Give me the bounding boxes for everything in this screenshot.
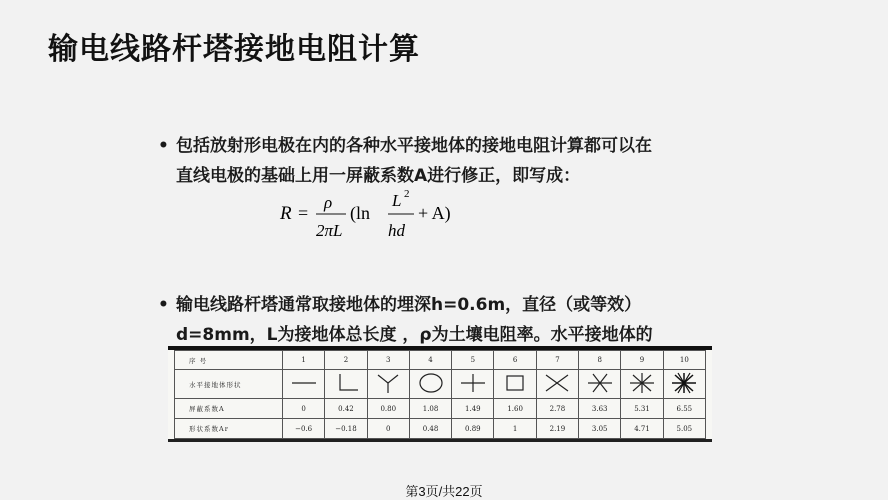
bullet-line: 直线电极的基础上用一屏蔽系数A进行修正，即写成： (176, 166, 581, 186)
bullet-shielding-intro (158, 131, 652, 191)
table-cell: 3.05 (579, 419, 621, 439)
table-cell: 2.78 (536, 399, 578, 419)
inner-exponent: 2 (404, 188, 410, 200)
table-cell: 0.48 (409, 419, 451, 439)
shape-label: 水平接地体形状 (175, 370, 283, 399)
table-cell: 4.71 (621, 419, 663, 439)
col-number: 5 (452, 351, 494, 370)
formula-lhs: R (280, 203, 292, 224)
formula-tail: + A) (418, 203, 451, 223)
bullet-line: 输电线路杆塔通常取接地体的埋深h=0.6m，直径（或等效） (176, 295, 642, 315)
table-cell: 0.89 (452, 419, 494, 439)
table-row-shape-coefficient (175, 419, 706, 439)
slide-title: 输电线路杆塔接地电阻计算 (48, 32, 420, 67)
six-ray-icon (579, 370, 621, 399)
formula-ln-open: (ln (350, 203, 370, 223)
table-cell: 0 (367, 419, 409, 439)
table-row-shielding (175, 399, 706, 419)
row-label: 屏蔽系数A (175, 399, 283, 419)
bullet-line: d=8mm，L为接地体总长度 ，ρ为土壤电阻率。水平接地体的 (176, 325, 653, 345)
table-header-row (175, 351, 706, 370)
table-cell: 0.80 (367, 399, 409, 419)
table-cell: 5.31 (621, 399, 663, 419)
table-cell: 2.19 (536, 419, 578, 439)
col-number: 4 (409, 351, 451, 370)
three-ray-icon (367, 370, 409, 399)
table-cell: 0 (283, 399, 325, 419)
col-number: 8 (579, 351, 621, 370)
formula-equals: = (298, 203, 309, 223)
bullet-dot: • (158, 136, 169, 156)
bullet-line: 包括放射形电极在内的各种水平接地体的接地电阻计算都可以在 (176, 136, 652, 156)
row-label: 形状系数Ar (175, 419, 283, 439)
table-cell: −0.18 (325, 419, 367, 439)
table-cell: 1.49 (452, 399, 494, 419)
bullet-tower-params (158, 290, 653, 350)
table-shape-row (175, 370, 706, 399)
table-cell: 1.08 (409, 399, 451, 419)
col-number: 2 (325, 351, 367, 370)
col-number: 9 (621, 351, 663, 370)
col-number: 10 (663, 351, 705, 370)
table-cell: 5.05 (663, 419, 705, 439)
table-cell: 1 (494, 419, 536, 439)
four-ray-icon (536, 370, 578, 399)
col-number: 1 (283, 351, 325, 370)
bullet-dot: • (158, 295, 169, 315)
resistance-formula (276, 186, 476, 242)
twelve-ray-icon (663, 370, 705, 399)
inner-numerator: L (392, 191, 402, 210)
l-shape-icon (325, 370, 367, 399)
col-number: 7 (536, 351, 578, 370)
shielding-coefficient-table (168, 346, 712, 442)
table-bottom-border (168, 439, 712, 442)
eight-ray-icon (621, 370, 663, 399)
circle-shape-icon (409, 370, 451, 399)
line-shape-icon (283, 370, 325, 399)
col-number: 6 (494, 351, 536, 370)
col-number: 3 (367, 351, 409, 370)
page-indicator: 第3页/共22页 (405, 484, 483, 499)
coefficient-grid (174, 350, 706, 439)
header-label: 序 号 (175, 351, 283, 370)
table-cell: 3.63 (579, 399, 621, 419)
formula-denominator: 2πL (316, 221, 343, 240)
table-cell: 1.60 (494, 399, 536, 419)
table-cell: 0.42 (325, 399, 367, 419)
formula-numerator: ρ (324, 193, 333, 212)
inner-denominator: hd (388, 221, 405, 240)
square-shape-icon (494, 370, 536, 399)
cross-shape-icon (452, 370, 494, 399)
table-cell: −0.6 (283, 419, 325, 439)
table-cell: 6.55 (663, 399, 705, 419)
